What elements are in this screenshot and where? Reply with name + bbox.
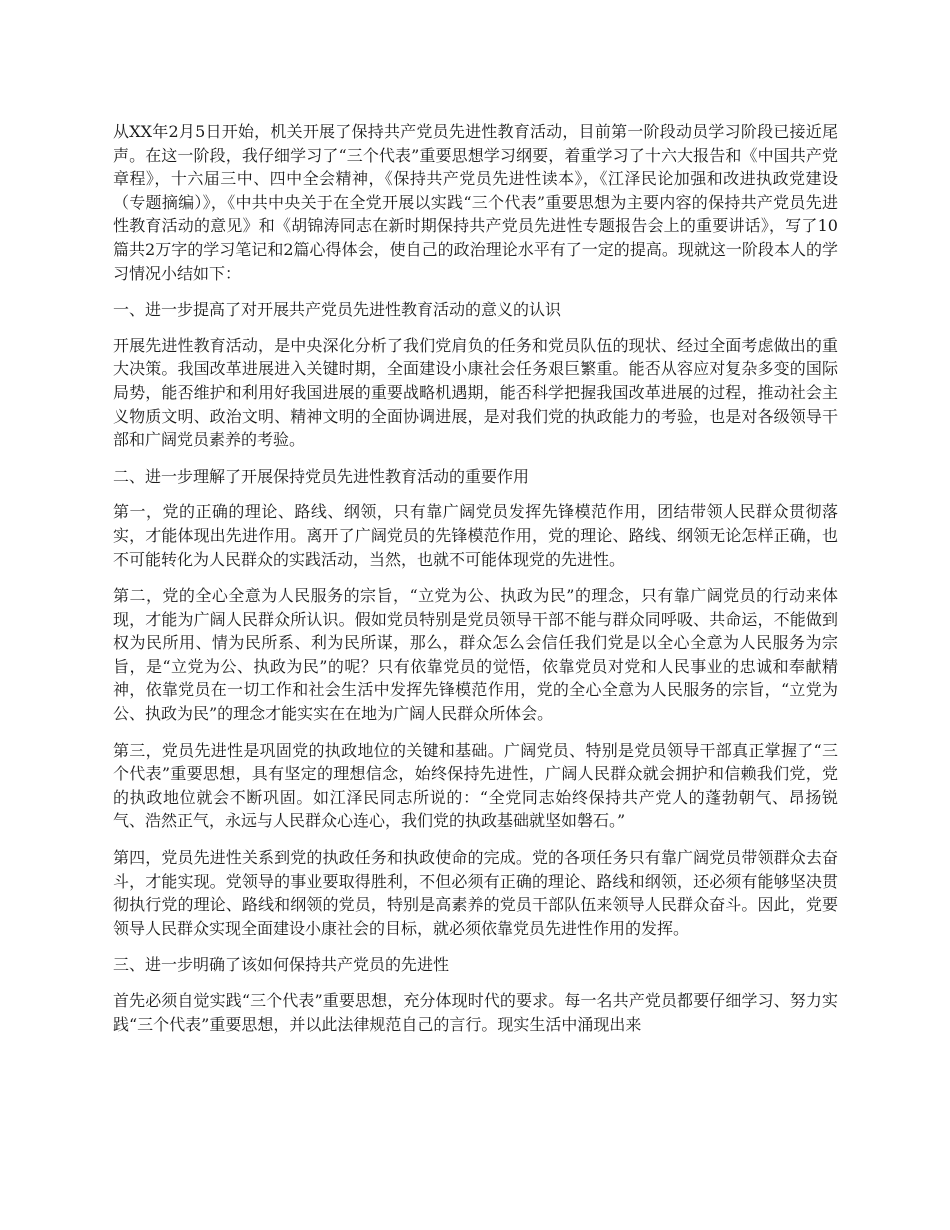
point-2-paragraph: 第二，党的全心全意为人民服务的宗旨，“立党为公、执政为民”的理念，只有靠广阔党员的行动来体现，才能为广阔人民群众所认识。假如党员特别是党员领导干部不能与群众同呼吸、共命运，不能做到权为民所用、情为民所系、利为民所谋，那么，群众怎么会信任我们党是以全心全意为人民服务为宗旨，是“立党为公、执政为民”的呢？只有依靠党员的觉悟，依靠党员对党和人民事业的忠诚和奉献精神，依靠党员在一切工作和社会生活中发挥先锋模范作用，党的全心全意为人民服务的宗旨，“立党为公、执政为民”的理念才能实实在在地为广阔人民群众所体会。 bbox=[113, 586, 838, 724]
section-heading-1: 一、进一步提高了对开展共产党员先进性教育活动的意义的认识 bbox=[113, 300, 562, 320]
section-1-paragraph: 开展先进性教育活动，是中央深化分析了我们党肩负的任务和党员队伍的现状、经过全面考虑做出的重大决策。我国改革进展进入关键时期，全面建设小康社会任务艰巨繁重。能否从容应对复杂多变的国际局势，能否维护和利用好我国进展的重要战略机遇期，能否科学把握我国改革进展的过程，推动社会主义物质文明、政治文明、精神文明的全面协调进展，是对我们党的执政能力的考验，也是对各级领导干部和广阔党员素养的考验。 bbox=[113, 335, 838, 450]
point-3-paragraph: 第三，党员先进性是巩固党的执政地位的关键和基础。广阔党员、特别是党员领导干部真正掌握了“三个代表”重要思想，具有坚定的理想信念，始终保持先进性，广阔人民群众就会拥护和信赖我们党，党的执政地位就会不断巩固。如江泽民同志所说的：“全党同志始终保持共产党人的蓬勃朝气、昂扬锐气、浩然正气，永远与人民群众心连心，我们党的执政基础就坚如磐石。” bbox=[113, 740, 838, 831]
point-1-paragraph: 第一，党的正确的理论、路线、纲领，只有靠广阔党员发挥先锋模范作用，团结带领人民群众贯彻落实，才能体现出先进作用。离开了广阔党员的先锋模范作用，党的理论、路线、纲领无论怎样正确，也不可能转化为人民群众的实践活动，当然，也就不可能体现党的先进性。 bbox=[113, 502, 838, 569]
intro-paragraph: 从XX年2月5日开始，机关开展了保持共产党员先进性教育活动，目前第一阶段动员学习阶段已接近尾声。在这一阶段，我仔细学习了“三个代表”重要思想学习纲要，着重学习了十六大报告和《中国共产党章程》，十六届三中、四中全会精神，《保持共产党员先进性读本》，《江泽民论加强和改进执政党建设（专题摘编）》，《中共中央关于在全党开展以实践“三个代表”重要思想为主要内容的保持共产党员先进性教育活动的意见》和《胡锦涛同志在新时期保持共产党员先进性专题报告会上的重要讲话》，写了10篇共2万字的学习笔记和2篇心得体会，使自己的政治理论水平有了一定的提高。现就这一阶段本人的学习情况小结如下： bbox=[113, 122, 838, 283]
section-3-paragraph: 首先必须自觉实践“三个代表”重要思想，充分体现时代的要求。每一名共产党员都要仔细学习、努力实践“三个代表”重要思想，并以此法律规范自己的言行。现实生活中涌现出来 bbox=[113, 991, 838, 1034]
document-body bbox=[113, 120, 838, 1049]
section-heading-3: 三、进一步明确了该如何保持共产党员的先进性 bbox=[113, 955, 450, 975]
section-heading-2: 二、进一步理解了开展保持党员先进性教育活动的重要作用 bbox=[113, 466, 530, 486]
point-4-paragraph: 第四，党员先进性关系到党的执政任务和执政使命的完成。党的各项任务只有靠广阔党员带领群众去奋斗，才能实现。党领导的事业要取得胜利，不但必须有正确的理论、路线和纲领，还必须有能够坚决贯彻执行党的理论、路线和纲领的党员，特别是高素养的党员干部队伍来领导人民群众奋斗。因此，党要领导人民群众实现全面建设小康社会的目标，就必须依靠党员先进性作用的发挥。 bbox=[113, 848, 838, 938]
